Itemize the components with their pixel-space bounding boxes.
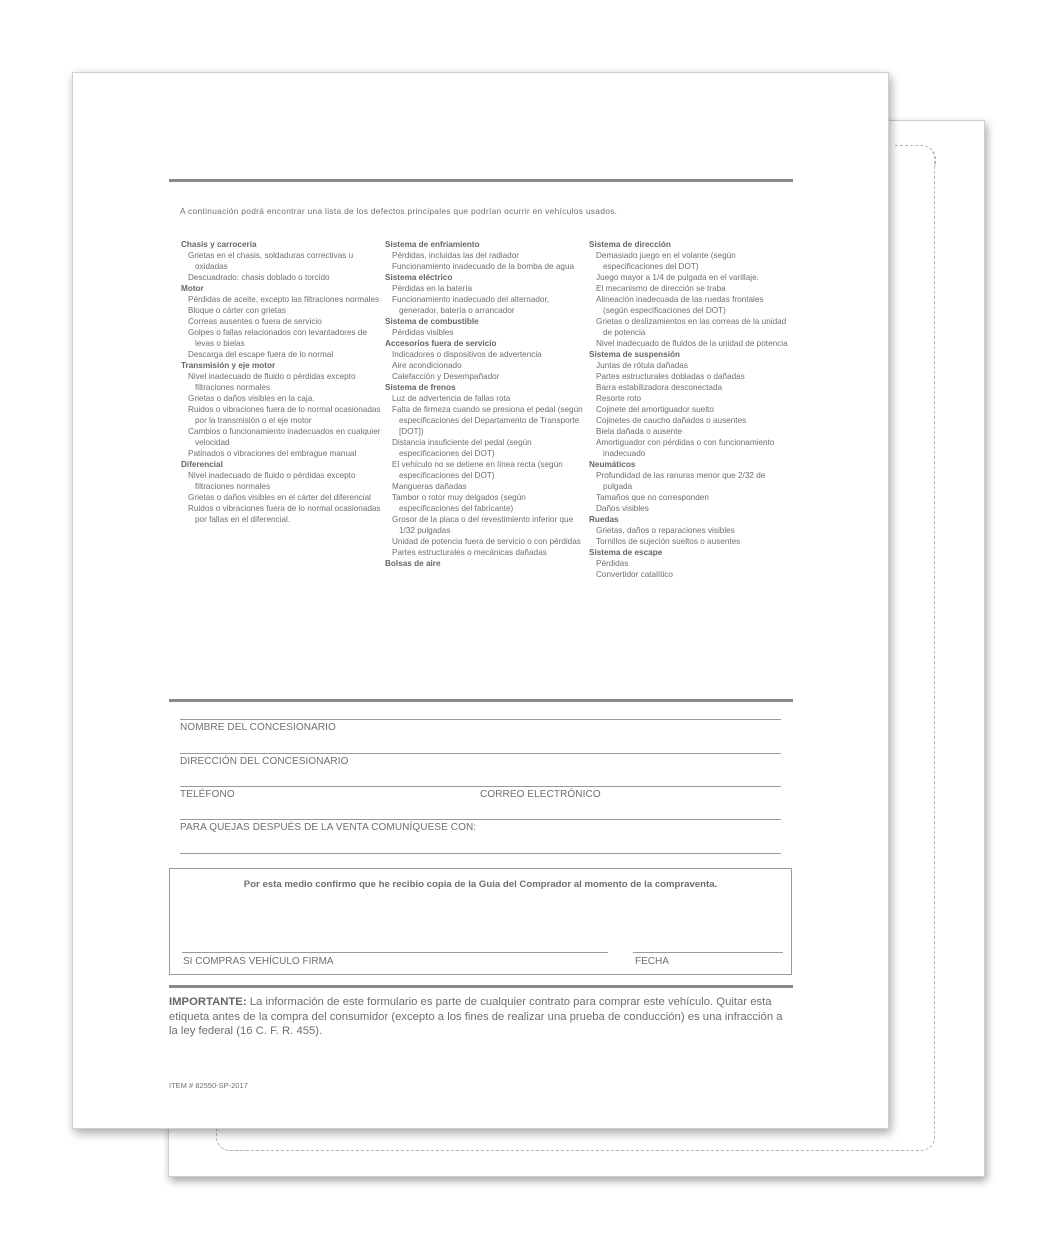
defect-item: Barra estabilizadora desconectada	[596, 383, 723, 392]
defect-item: Pérdidas visibles	[392, 328, 454, 337]
defect-item: Daños visibles	[596, 504, 649, 513]
defect-item: Funcionamiento inadecuado del alternador, generador, batería o arrancador	[392, 295, 550, 315]
defects-column-1	[181, 239, 381, 525]
defect-item: Cambios o funcionamiento inadecuados en cualquier velocidad	[188, 427, 381, 447]
defect-item: Resorte roto	[596, 394, 642, 403]
defect-item: Tamaños que no corresponden	[596, 493, 709, 502]
defect-item: Calefacción y Desempañador	[392, 372, 500, 381]
defect-item: Grietas o daños visibles en el cárter del diferencial	[188, 493, 371, 502]
defect-item: Partes estructurales o mecánicas dañadas	[392, 548, 547, 557]
section-title: Sistema eléctrico	[385, 273, 453, 282]
top-rule	[169, 179, 793, 182]
defect-item: Grietas en el chasis, soldaduras correctivas u oxidadas	[188, 251, 354, 271]
defect-item: Golpes o fallas relacionados con levantadores de levas o bielas	[188, 328, 367, 348]
defect-item: Bloque o cárter con grietas	[188, 306, 286, 315]
dealer-name-field[interactable]: NOMBRE DEL CONCESIONARIO	[180, 722, 336, 733]
defect-item: Grietas o daños visibles en la caja.	[188, 394, 315, 403]
defect-item: Tornillos de sujeción sueltos o ausentes	[596, 537, 741, 546]
defect-item: Indicadores o dispositivos de advertencia	[392, 350, 542, 359]
front-sheet	[72, 72, 889, 1129]
defect-item: Grietas, daños o reparaciones visibles	[596, 526, 735, 535]
defect-item: Grietas o deslizamientos en las correas de la unidad de potencia	[596, 317, 787, 337]
complaints-field[interactable]: PARA QUEJAS DESPUÉS DE LA VENTA COMUNÍQUESE CON:	[180, 822, 477, 833]
defect-item: Descuadrado: chasis doblado o torcido	[188, 273, 330, 282]
middle-rule	[169, 699, 793, 702]
defect-item: Tambor o rotor muy delgados (según especificaciones del fabricante)	[392, 493, 526, 513]
defect-item: Demasiado juego en el volante (según especificaciones del DOT)	[596, 251, 736, 271]
signature-field[interactable]: SI COMPRAS VEHÍCULO FIRMA	[183, 956, 334, 967]
bottom-rule	[169, 985, 793, 988]
section-title: Accesorios fuera de servicio	[385, 339, 497, 348]
perforation-corner-top	[895, 145, 936, 166]
defect-item: Ruidos o vibraciones fuera de lo normal ocasionadas por fallas en el diferencial.	[188, 504, 381, 524]
dealer-name-line	[180, 719, 781, 720]
important-notice	[169, 995, 789, 1039]
defect-item: Nivel inadecuado de fluidos de la unidad de potencia	[596, 339, 788, 348]
defect-item: Distancia insuficiente del pedal (según especificaciones del DOT)	[392, 438, 532, 458]
defect-item: El mecanismo de dirección se traba	[596, 284, 726, 293]
complaints-contact-line	[180, 853, 781, 854]
phone-line	[180, 786, 781, 787]
defect-item: Unidad de potencia fuera de servicio o con pérdidas	[392, 537, 581, 546]
section-title: Transmisión y eje motor	[181, 361, 276, 370]
important-text: La información de este formulario es parte de cualquier contrato para comprar este vehículo. Quitar esta etiqueta antes de la compra del consumidor (excepto a los fines de realizar una prueba de conducción) es una infracción a la ley federal (16 C. F. R. 455).	[169, 996, 783, 1037]
section-title: Sistema de escape	[589, 548, 663, 557]
defect-item: Pérdidas en la batería	[392, 284, 473, 293]
defect-item: Convertidor catalítico	[596, 570, 673, 579]
dealer-address-line	[180, 753, 781, 754]
confirmation-text: Por esta medio confirmo que he recibio copia de la Guia del Comprador al momento de la compraventa.	[243, 879, 718, 890]
defect-item: Falta de firmeza cuando se presiona el pedal (según especificaciones del Departamento de Transporte [DOT])	[392, 405, 583, 436]
defect-item: El vehículo no se detiene en línea recta (según especificaciones del DOT)	[392, 460, 563, 480]
signature-line	[182, 952, 608, 953]
section-title: Sistema de frenos	[385, 383, 456, 392]
section-title: Motor	[181, 284, 204, 293]
section-title: Ruedas	[589, 515, 619, 524]
section-title: Neumáticos	[589, 460, 636, 469]
section-title: Sistema de enfriamiento	[385, 240, 480, 249]
defect-item: Descarga del escape fuera de lo normal	[188, 350, 334, 359]
defect-item: Mangueras dañadas	[392, 482, 467, 491]
defects-column-2	[385, 239, 585, 569]
dealer-address-field[interactable]: DIRECCIÓN DEL CONCESIONARIO	[180, 756, 349, 767]
defect-item: Patinados o vibraciones del embrague manual	[188, 449, 357, 458]
defect-item: Profundidad de las ranuras menor que 2/32 de pulgada	[596, 471, 766, 491]
defect-item: Grosor de la placa o del revestimiento inferior que 1/32 pulgadas	[392, 515, 574, 535]
section-title: Diferencial	[181, 460, 223, 469]
defect-item: Pérdidas	[596, 559, 629, 568]
defect-item: Cojinetes de caucho dañados o ausentes	[596, 416, 747, 425]
defect-item: Nivel inadecuado de fluido o pérdidas excepto filtraciones normales	[188, 372, 356, 392]
defect-item: Correas ausentes o fuera de servicio	[188, 317, 322, 326]
date-line	[633, 952, 783, 953]
defect-item: Juego mayor a 1/4 de pulgada en el varillaje.	[596, 273, 759, 282]
defect-item: Pérdidas de aceite, excepto las filtraciones normales	[188, 295, 380, 304]
section-title: Sistema de suspensión	[589, 350, 681, 359]
defect-item: Ruidos o vibraciones fuera de lo normal ocasionadas por la transmisión o el eje motor	[188, 405, 381, 425]
defect-item: Nivel inadecuado de fluido o pérdidas excepto filtraciones normales	[188, 471, 356, 491]
defect-item: Juntas de rótula dañadas	[596, 361, 688, 370]
defect-item: Luz de advertencia de fallas rota	[392, 394, 511, 403]
defect-item: Aire acondicionado	[392, 361, 462, 370]
defect-item: Alineación inadecuada de las ruedas frontales (según especificaciones del DOT)	[596, 295, 764, 315]
defects-column-3	[589, 239, 789, 580]
date-field[interactable]: FECHA	[635, 956, 669, 967]
defect-item: Partes estructurales dobladas o dañadas	[596, 372, 745, 381]
item-number: ITEM # 82550-SP-2017	[169, 1081, 248, 1090]
defect-item: Funcionamiento inadecuado de la bomba de agua	[392, 262, 575, 271]
section-title: Bolsas de aire	[385, 559, 441, 568]
section-title: Sistema de combustible	[385, 317, 479, 326]
phone-field[interactable]: TELÉFONO	[180, 789, 235, 800]
email-field[interactable]: CORREO ELECTRÓNICO	[480, 789, 601, 800]
confirmation-box	[169, 868, 792, 975]
defect-item: Cojinete del amortiguador suelto	[596, 405, 714, 414]
intro-text: A continuación podrá encontrar una lista de los defectos principales que podrían ocurrir en vehículos usados.	[180, 206, 618, 216]
section-title: Chasis y carrocería	[181, 240, 257, 249]
important-label: IMPORTANTE:	[169, 996, 247, 1008]
defect-item: Amortiguador con pérdidas o con funcionamiento inadecuado	[596, 438, 775, 458]
defect-item: Pérdidas, incluidas las del radiador	[392, 251, 519, 260]
section-title: Sistema de dirección	[589, 240, 671, 249]
defect-item: Biela dañada o ausente	[596, 427, 683, 436]
complaints-line	[180, 819, 781, 820]
